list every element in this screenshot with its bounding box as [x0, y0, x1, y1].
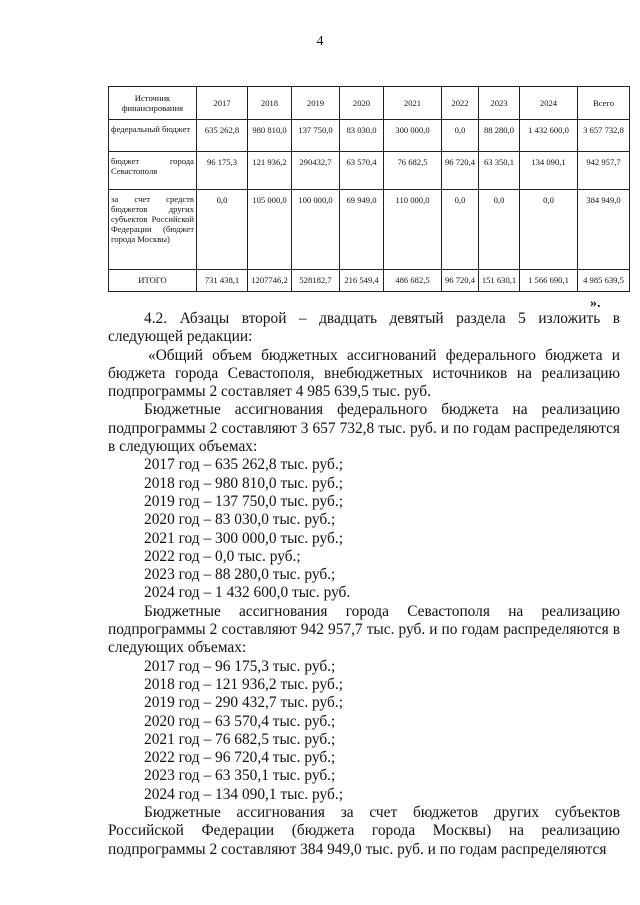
city-year-line: 2021 год – 76 682,5 тыс. руб.;	[144, 730, 336, 748]
total-cell: 1 566 690,1	[520, 270, 578, 292]
federal-paragraph: Бюджетные ассигнования федерального бюджета на реализацию подпрограммы 2 составляют 3 657 732,8 тыс. руб. и по годам распределяются в следующих объемах:	[108, 401, 620, 456]
city-year-line: 2024 год – 134 090,1 тыс. руб.;	[144, 785, 343, 803]
header-cell: 2024	[520, 87, 578, 120]
value-cell: 0,0	[520, 190, 578, 270]
value-cell: 635 262,8	[197, 120, 248, 152]
federal-year-line: 2022 год – 0,0 тыс. руб.;	[144, 547, 301, 565]
value-cell: 63 570,4	[340, 152, 384, 190]
table-row-federal	[109, 120, 630, 152]
federal-year-line: 2018 год – 980 810,0 тыс. руб.;	[144, 474, 343, 492]
city-paragraph: Бюджетные ассигнования города Севастополя на реализацию подпрограммы 2 составляют 942 957,7 тыс. руб. и по годам распределяются в следующих объемах:	[108, 602, 620, 657]
total-cell: 731 438,1	[197, 270, 248, 292]
value-cell: 1 432 600,0	[520, 120, 578, 152]
total-volume-paragraph: «Общий объем бюджетных ассигнований федерального бюджета и бюджета города Севастополя, внебюджетных источников на реализацию подпрограммы 2 составляет 4 985 639,5 тыс. руб.	[108, 346, 620, 401]
value-cell: 384 949,0	[578, 190, 630, 270]
total-cell: 151 630,1	[479, 270, 520, 292]
table-header-row	[109, 87, 630, 120]
federal-year-line: 2019 год – 137 750,0 тыс. руб.;	[144, 492, 343, 510]
source-cell: за счет средств бюджетов других субъектов Российской Федерации (бюджет города Москвы)	[109, 190, 197, 270]
total-cell: 216 549,4	[340, 270, 384, 292]
city-year-line: 2019 год – 290 432,7 тыс. руб.;	[144, 694, 343, 712]
financing-table	[108, 86, 630, 292]
header-cell: Источник финансирования	[109, 87, 197, 120]
amendment-paragraph: 4.2. Абзацы второй – двадцать девятый раздела 5 изложить в следующей редакции:	[108, 310, 620, 346]
federal-year-line: 2021 год – 300 000,0 тыс. руб.;	[144, 529, 343, 547]
federal-year-line: 2023 год – 88 280,0 тыс. руб.;	[144, 566, 336, 584]
value-cell: 76 682,5	[384, 152, 442, 190]
value-cell: 83 030,0	[340, 120, 384, 152]
value-cell: 63 350,1	[479, 152, 520, 190]
value-cell: 137 750,0	[292, 120, 340, 152]
city-year-line: 2018 год – 121 936,2 тыс. руб.;	[144, 675, 343, 693]
value-cell: 110 000,0	[384, 190, 442, 270]
federal-year-line: 2017 год – 635 262,8 тыс. руб.;	[144, 456, 343, 474]
value-cell: 96 175,3	[197, 152, 248, 190]
value-cell: 0,0	[442, 190, 479, 270]
total-label: ИТОГО	[109, 270, 197, 292]
value-cell: 69 949,0	[340, 190, 384, 270]
total-cell: 1207746,2	[248, 270, 292, 292]
total-cell: 96 720,4	[442, 270, 479, 292]
page-number: 4	[316, 34, 324, 49]
value-cell: 290432,7	[292, 152, 340, 190]
federal-year-line: 2020 год – 83 030,0 тыс. руб.;	[144, 511, 336, 529]
city-year-line: 2017 год – 96 175,3 тыс. руб.;	[144, 657, 336, 675]
table-row-moscow	[109, 190, 630, 270]
value-cell: 0,0	[442, 120, 479, 152]
total-cell: 528182,7	[292, 270, 340, 292]
city-year-line: 2022 год – 96 720,4 тыс. руб.;	[144, 749, 336, 767]
total-cell: 486 682,5	[384, 270, 442, 292]
header-cell: Всего	[578, 87, 630, 120]
value-cell: 88 280,0	[479, 120, 520, 152]
total-cell: 4 985 639,5	[578, 270, 630, 292]
value-cell: 105 000,0	[248, 190, 292, 270]
value-cell: 96 720,4	[442, 152, 479, 190]
header-cell: 2018	[248, 87, 292, 120]
value-cell: 0,0	[479, 190, 520, 270]
table-row-total	[109, 270, 630, 292]
value-cell: 942 957,7	[578, 152, 630, 190]
document-body	[108, 310, 620, 859]
value-cell: 980 810,0	[248, 120, 292, 152]
city-year-line: 2023 год – 63 350,1 тыс. руб.;	[144, 767, 336, 785]
federal-year-line: 2024 год – 1 432 600,0 тыс. руб.	[144, 584, 351, 602]
value-cell: 121 936,2	[248, 152, 292, 190]
header-cell: 2019	[292, 87, 340, 120]
header-cell: 2023	[479, 87, 520, 120]
value-cell: 134 090,1	[520, 152, 578, 190]
moscow-paragraph: Бюджетные ассигнования за счет бюджетов других субъектов Российской Федерации (бюджета города Москвы) на реализацию подпрограммы 2 составляют 384 949,0 тыс. руб. и по годам распределяются	[108, 804, 620, 858]
value-cell: 100 000,0	[292, 190, 340, 270]
value-cell: 300 000,0	[384, 120, 442, 152]
header-cell: 2017	[197, 87, 248, 120]
header-cell: 2022	[442, 87, 479, 120]
value-cell: 0,0	[197, 190, 248, 270]
header-cell: 2021	[384, 87, 442, 120]
city-year-line: 2020 год – 63 570,4 тыс. руб.;	[144, 712, 336, 730]
header-cell: 2020	[340, 87, 384, 120]
source-cell: федеральный бюджет	[109, 120, 197, 152]
table-row-city	[109, 152, 630, 190]
source-cell: бюджет города Севастополя	[109, 152, 197, 190]
value-cell: 3 657 732,8	[578, 120, 630, 152]
quote-close-mark: ».	[590, 296, 601, 311]
